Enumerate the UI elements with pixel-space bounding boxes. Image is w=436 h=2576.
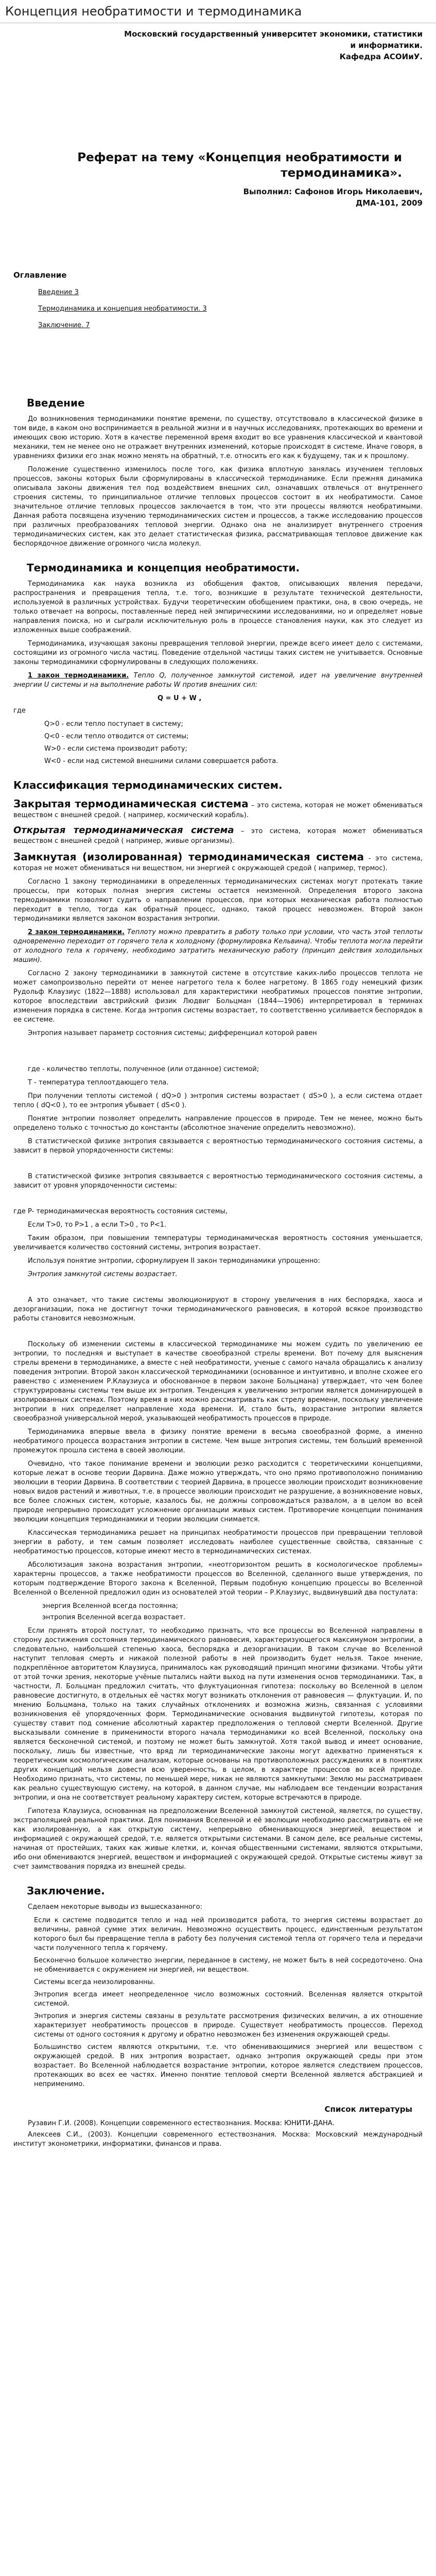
formula-first-law: Q = U + W , <box>158 694 202 702</box>
conclusion-item: Большинство систем являются открытыми, т.е. что обменивающимися энергией или веществом с окружающей средой. В них энтропия возрастает, однако энтропия окружающей среды при этом возрастает. Во Вселенной наблюдается возрастание энтропии, которое является следствием процессов, протекающих во всех ее частях. Именно понятие тепловой смерти Вселенной является абстракцией и неприменимо. <box>34 2043 423 2088</box>
paragraph: Очевидно, что такое понимание времени и эволюции резко расходится с теоретическими концепциями, которые лежат в основе теории Дарвина. Даже можно утверждать, что оно прямо противоположно пониманию эволюции в теории Дарвина. В соответствии с теорией Дарвина, в процессе эволюции происходит возникновение новых видов растений и животных, т.е. в процессе эволюции происходит не разрушение, а возникновение новых, все более сложных систем, которые, казалось бы, не должны сопровождаться развалом, а в целом во всей природе непрерывно происходит усложнение организации живых систем. Противоречие концепции понимания эволюции концепция термодинамики и теории эволюции снимается. <box>13 1460 423 1523</box>
paragraph: В статистической физике энтропия связывается с вероятностью термодинамического состояния системы, а зависит в первой упорядоченности системы: <box>13 1138 423 1155</box>
closed-system-title: Закрытая термодинамическая система <box>13 798 249 810</box>
paragraph: Согласно 2 закону термодинамики в замкнутой системе в отсутствие каких-либо процессов теплота не может самопроизвольно перейти от менее нагретого тела к более нагретому. В 1865 году немецкий физик Рудольф Клаузиус (1822—1888) использовал для характеристики необратимых процессов понятие энтропии, которое впоследствии австрийский физик Людвиг Больцман (1844—1906) интерпретировал в терминах изменения порядка в системе. Когда энтропия системы возрастает, то соответственно усиливается беспорядок в ее системе. <box>13 970 423 1024</box>
paragraph: где P- термодинамическая вероятность состояния системы, <box>13 1208 228 1215</box>
paragraph: Сделаем некоторые выводы из вышесказанного: <box>28 1903 202 1911</box>
report-title-line1: Реферат на тему «Концепция необратимости и <box>77 151 402 164</box>
paragraph: В статистической физике энтропия связывается с вероятностью термодинамического состояния системы, а зависит от уровня упорядоченности системы: <box>13 1173 423 1190</box>
clausius-postulates <box>42 1602 423 1622</box>
window-title: Концепция необратимости и термодинамика <box>0 0 436 23</box>
reference-item: Алексеев С.И., (2003). Концепции современного естествознания. Москва: Московский международный институт эконометрики, информатики, финансов и права. <box>13 2131 423 2148</box>
author-group: ДМА-101, 2009 <box>355 198 423 208</box>
author-block <box>13 186 423 209</box>
references-heading: Список литературы <box>324 2105 412 2114</box>
first-law-label: 1 закон термодинамики. <box>28 672 129 680</box>
postulate-item: энтропия Вселенной всегда возрастает. <box>42 1614 186 1621</box>
table-of-contents <box>38 288 423 330</box>
paragraph: Если T>0, то P>1 , а если T>0 , то P<1. <box>28 1221 167 1229</box>
department-name: Кафедра АСОИиУ. <box>339 52 423 61</box>
conclusion-item: Бесконечно большое количество энергии, переданное в систему, не может быть в ней сосредоточено. Она не обменивается с окружением ни энергией, ни веществом. <box>34 1957 423 1974</box>
reference-item: Рузавин Г.И. (2008). Концепции современного естествознания. Москва: ЮНИТИ-ДАНА. <box>28 2120 335 2127</box>
section-heading-introduction: Введение <box>27 397 85 409</box>
paragraph: Термодинамика как наука возникла из обобщения фактов, описывающих явления передачи, распространения и превращения тепла, т.е. того, возникшие в результате технической деятельности, используемой в различных устройствах. Будучи теоретическим обобщением практики, она, в свою очередь, не только отвечает на вопросы, поставленные перед ней эмпирическими исследованиями, но и определяет новые направления поиска, но и сыграли исключительную роль в процессе становления науки, как это следует из изложенных выше соображений. <box>13 580 423 634</box>
first-law-text: Тепло Q, полученное замкнутой системой, идет на увеличение внутренней энергии U системы и на выполнение работы W против внешних сил: <box>13 672 423 689</box>
paragraph: При получении теплоты системой ( dQ>0 ) энтропия системы возрастает ( dS>0 ), а если система отдает тепло ( dQ<0 ), то ее энтропия убывает ( dS<0 ). <box>13 1092 423 1109</box>
paragraph: Если принять второй постулат, то необходимо признать, что все процессы во Вселенной направлены в сторону достижения состояния термодинамического равновесия, характеризующегося максимумом энтропии, а следовательно, наибольшей степенью хаоса, беспорядка и дезорганизации. В таком случае во Вселенной наступит тепловая смерть и никакой полезной работы в ней производить будет нельзя. Такое мнение, подкреплённое авторитетом Клаузиуса, принималось как руководящий принцип многими физиками. Чтобы уйти от этой точки зрения, некоторые учёные пытались найти выход на пути изменения основ термодинамики. Так, в частности, Л. Больцман предложил считать, что флуктуационная гипотеза: поскольку во Вселенной в целом равновесие достигнуто, в отдельных её частях могут возникать отклонения от равновесия — флуктуации. И, по мнению Больцмана, только на таких случайных отклонениях и возможна жизнь, связанная с условиями возникновения её упорядоченных форм. Термодинамические основания выдвинутой гипотезы, которая по существу ставит под сомнение абсолютный характер предположения о тепловой смерти Вселенной. Другие высказывали сомнение в применимости второго начала термодинамики ко всей Вселенной, поскольку она является бесконечной системой, и поэтому не может быть замкнутой. Хотя такой вывод и имеет основание, поскольку, лишь бы известные, что вряд ли термодинамические законы могут адекватно применяться к теоретическим космологическим анализам, которые основаны на противоположных рассуждениях и в понятиях других концепций нельзя довести всю уверенность, в целом, в характере процессов во всей природе. Необходимо признать, что системы, по меньшей мере, никак не являются замкнутыми: Землю мы рассматриваем как реально существующую систему, на которой, в данном случае, мы наблюдаем все тенденции возрастания энтропии, и она не соответствует реальному характеру систем, которые встречаются в природе. <box>13 1627 423 1802</box>
definition-item: Q>0 - если тепло поступает в систему; <box>44 720 183 728</box>
toc-link-introduction[interactable]: Введение 3 <box>38 289 79 296</box>
paragraph: Используя понятие энтропии, сформулируем II закон термодинамики упрощенно: <box>28 1257 320 1265</box>
conclusion-item: Системы всегда неизолированны. <box>34 1978 155 1986</box>
header-block <box>13 28 423 62</box>
paragraph: T - температура теплоотдающего тела. <box>28 1079 169 1087</box>
definition-item: W<0 - если над системой внешними силами совершается работа. <box>44 757 278 765</box>
closed-system-text: – это система, которая не может обмениваться веществом с внешней средой. ( например, космический корабль). <box>13 802 423 819</box>
isolated-system-title: Замкнутая (изолированная) термодинамическая система <box>13 851 364 863</box>
open-system-paragraph <box>13 824 423 846</box>
postulate-item: энергия Вселенной всегда постоянна; <box>42 1602 179 1610</box>
paragraph: Гипотеза Клаузиуса, основанная на предположении Вселенной замкнутой системой, является, по существу, экстраполяцией реальной практики. Для понимания Вселенной и её эволюции необходимо рассматривать её не как изолированную, а как открытую систему, непрерывно обменивающуюся энергией, веществом и информацией с окружающей средой, т.е. является открытыми системами. В самом деле, все реальные системы, начиная от простейших, таких как живые клетки, и, кончая общественными системами, являются открытыми, ибо они обмениваются энергией, веществом и информацией с окружающей средой. Открытые системы живут за счет заимствования порядка из внешней среды. <box>13 1807 423 1871</box>
isolated-system-text: - это система, которая не может обмениваться ни веществом, ни энергией с окружающей средой ( например, термос). <box>13 855 423 872</box>
closed-system-paragraph <box>13 797 423 820</box>
toc-link-thermodynamics[interactable]: Термодинамика и концепция необратимости. 3 <box>38 305 207 313</box>
first-law-paragraph <box>13 671 423 690</box>
paragraph: Энтропия замкнутой системы возрастает. <box>28 1270 178 1278</box>
paragraph: Термодинамика, изучающая законы превращения тепловой энергии, прежде всего имеет дело с системами, состоящими из огромного числа частиц. Поведение отдельной частицы таких систем не учитывается. Основные законы термодинамики сформулированы в следующих положениях. <box>13 640 423 666</box>
section-heading-classification: Классификация термодинамических систем. <box>13 779 283 791</box>
paragraph: Энтропия называет параметр состояния системы; дифференциал которой равен <box>28 1029 317 1037</box>
open-system-text: – это система, которая может обмениваться веществом с внешней средой ( например, живые организмы). <box>13 827 423 845</box>
toc-link-conclusion[interactable]: Заключение. 7 <box>38 321 90 329</box>
paragraph: Понятие энтропии позволяет определить направление процессов в природе. Тем не менее, можно быть определено только с точностью до константы (абсолютное значение определить невозможно). <box>13 1115 423 1132</box>
paragraph: где - количество теплоты, полученное (или отданное) системой; <box>28 1065 259 1073</box>
section-heading-thermodynamics: Термодинамика и концепция необратимости. <box>27 562 300 574</box>
paragraph: Абсолютизация закона возрастания энтропии, «неотгоризонтом решить в космологическое проблемы» характерны процессов, а также необратимости процессов во Вселенной, сделанного выше утверждения, по которым подтверждение Второго закона к Вселенной, Первым подобную концепцию процессы во Вселенной Вселенной о Вселенной предложил один из основателей этой теории – Р.Клаузиус, выдвинувший два постулата: <box>13 1561 423 1597</box>
toc-heading: Оглавление <box>13 270 67 280</box>
where-label: где <box>13 707 26 715</box>
paragraph: Поскольку об изменении системы в классической термодинамике мы можем судить по увеличению ее энтропии, то последняя и выступает в качестве своеобразной стрелы времени. Вот почему для выяснения стрелы времени в термодинамике, а вместе с ней необратимости, ученые с самого начала обращались к анализу поведения энтропии. Второй закон классической термодинамики (основанное и интуитивно, и вполне схожее его равенство с изменением Р.Клаузиуса и обоснованное в первом законе Больцмана) утверждает, что чем более структурированы системы тем выше их энтропия. Тенденция к увеличению энтропии является доминирующей в изолированных системах. Поэтому время в них можно рассматривать как стрелу времени, поскольку увеличение энтропии в них определяет направление хода времени. И, стало быть, возрастание энтропии является своеобразной универсальной мерой, указывающей необратимость процессов в природе. <box>13 1341 423 1422</box>
paragraph: До возникновения термодинамики понятие времени, по существу, отсутствовало в классической физике в том виде, в каком оно воспринимается в реальной жизни и в научных исследованиях, протекающих во времени и имеющих свою историю. Хотя в качестве переменной время входит во все уравнения классической и квантовой механики, тем не менее оно не отражает внутренних изменений, которые происходят в системе. Иначе говоря, в уравнениях физики его знак можно менять на обратный, т.е. относить его как к будущему, так и к прошлому. <box>13 415 423 460</box>
second-law-text: Теплоту можно превратить в работу только при условии, что часть этой теплоты одновременно переходит от горячего тела к холодному (формулировка Кельвина). Чтобы теплота могла перейти от холодного тела к горячему, необходимо затратить механическую работу (принцип действия холодильных машин). <box>13 928 423 964</box>
definition-item: Q<0 - если тепло отводится от системы; <box>44 733 189 740</box>
conclusion-item: Энтропия и энергия системы связаны в результате рассмотрения физических величин, а их отношение характеризует необратимость процессов в природе. Существует необратимость процессов. Переход системы от одного состояния к другому и обратно невозможен без изменения окружающей среды. <box>34 2012 423 2039</box>
conclusion-list <box>34 1916 423 2089</box>
paragraph: Согласно 1 закону термодинамики в определенных термодинамических системах могут протекать такие процессы, при которых полная энергия системы остается неизменной. Определения второго закона термодинамики позволяют судить о направлении процессов, при которых механическая работа полностью переходит в тепло, тогда как обратный процесс, однако, такой процесс невозможен. Второй закон термодинамики является законом возрастания энтропии. <box>13 878 423 923</box>
definition-item: W>0 - если система производит работу; <box>44 745 187 753</box>
section-heading-conclusion: Заключение. <box>27 1885 105 1897</box>
paragraph: Положение существенно изменилось после того, как физика вплотную занялась изучением тепловых процессов, законы которых были сформулированы в классической термодинамике. Если прежняя динамика описывала законы движения тел под воздействием внешних сил, означавших отвлечься от внутреннего строения системы, то принципиальное отличие тепловых процессов состоит в их необратимости. Самое значительное отличие тепловых процессов заключается в том, что эти процессы являются необратимыми. Данная работа посвящена изучению термодинамических систем и процессов, а также исследованию процессов при различных преобразованиях тепловой энергии. Однако она не анализирует внутреннего строения термодинамических систем, как это делает статистическая физика, рассматривающая тепловое движение как беспорядочное движение огромного числа молекул. <box>13 466 423 548</box>
conclusion-item: Если к системе подводится тепло и над ней производится работа, то энергия системы возрастает до величины, равной сумме этих величин. Невозможно осуществить процесс, единственным результатом которого был бы превращение тепла в работу без получения системой тепла от горячего тела и передачи части полученного тепла к горячему. <box>34 1917 423 1952</box>
open-system-title: Открытая термодинамическая система <box>13 825 234 836</box>
report-title-line2: термодинамика». <box>281 166 402 180</box>
paragraph: Таким образом, при повышении температуры термодинамическая вероятность состояния уменьшается, увеличивается количество состояний системы, энтропия возрастает. <box>13 1234 423 1251</box>
paragraph: А это означает, что такие системы эволюционируют в сторону увеличения в них беспорядка, хаоса и дезорганизации, пока не достигнут точки термодинамического равновесия, в которой всякое производство работы становится невозможным. <box>13 1296 423 1323</box>
conclusion-item: Энтропия всегда имеет неопределенное число возможных состояний. Вселенная является открытой системой. <box>34 1991 423 2008</box>
isolated-system-paragraph <box>13 850 423 873</box>
second-law-label: 2 закон термодинамики. <box>28 928 125 936</box>
faculty-name: и информатики. <box>350 41 423 50</box>
paragraph: Классическая термодинамика решает на принципах необратимости процессов при превращении тепловой энергии в работу, и тем самым позволяет исследовать наиболее существенные свойства, связанные с необратимостью процессов, которые имеют место в термодинамических системах. <box>13 1529 423 1555</box>
paragraph: Термодинамика впервые ввела в физику понятие времени в весьма своеобразной форме, а именно необратимого процесса возрастания энтропии в системе. Чем выше энтропия системы, тем больший временной промежуток прошла система в своей эволюции. <box>13 1428 423 1454</box>
second-law-paragraph <box>13 928 423 965</box>
university-name: Московский государственный университет экономики, статистики <box>124 29 423 39</box>
title-block <box>13 150 402 181</box>
author-name: Выполнил: Сафонов Игорь Николаевич, <box>243 187 423 196</box>
first-law-definitions <box>44 720 423 766</box>
